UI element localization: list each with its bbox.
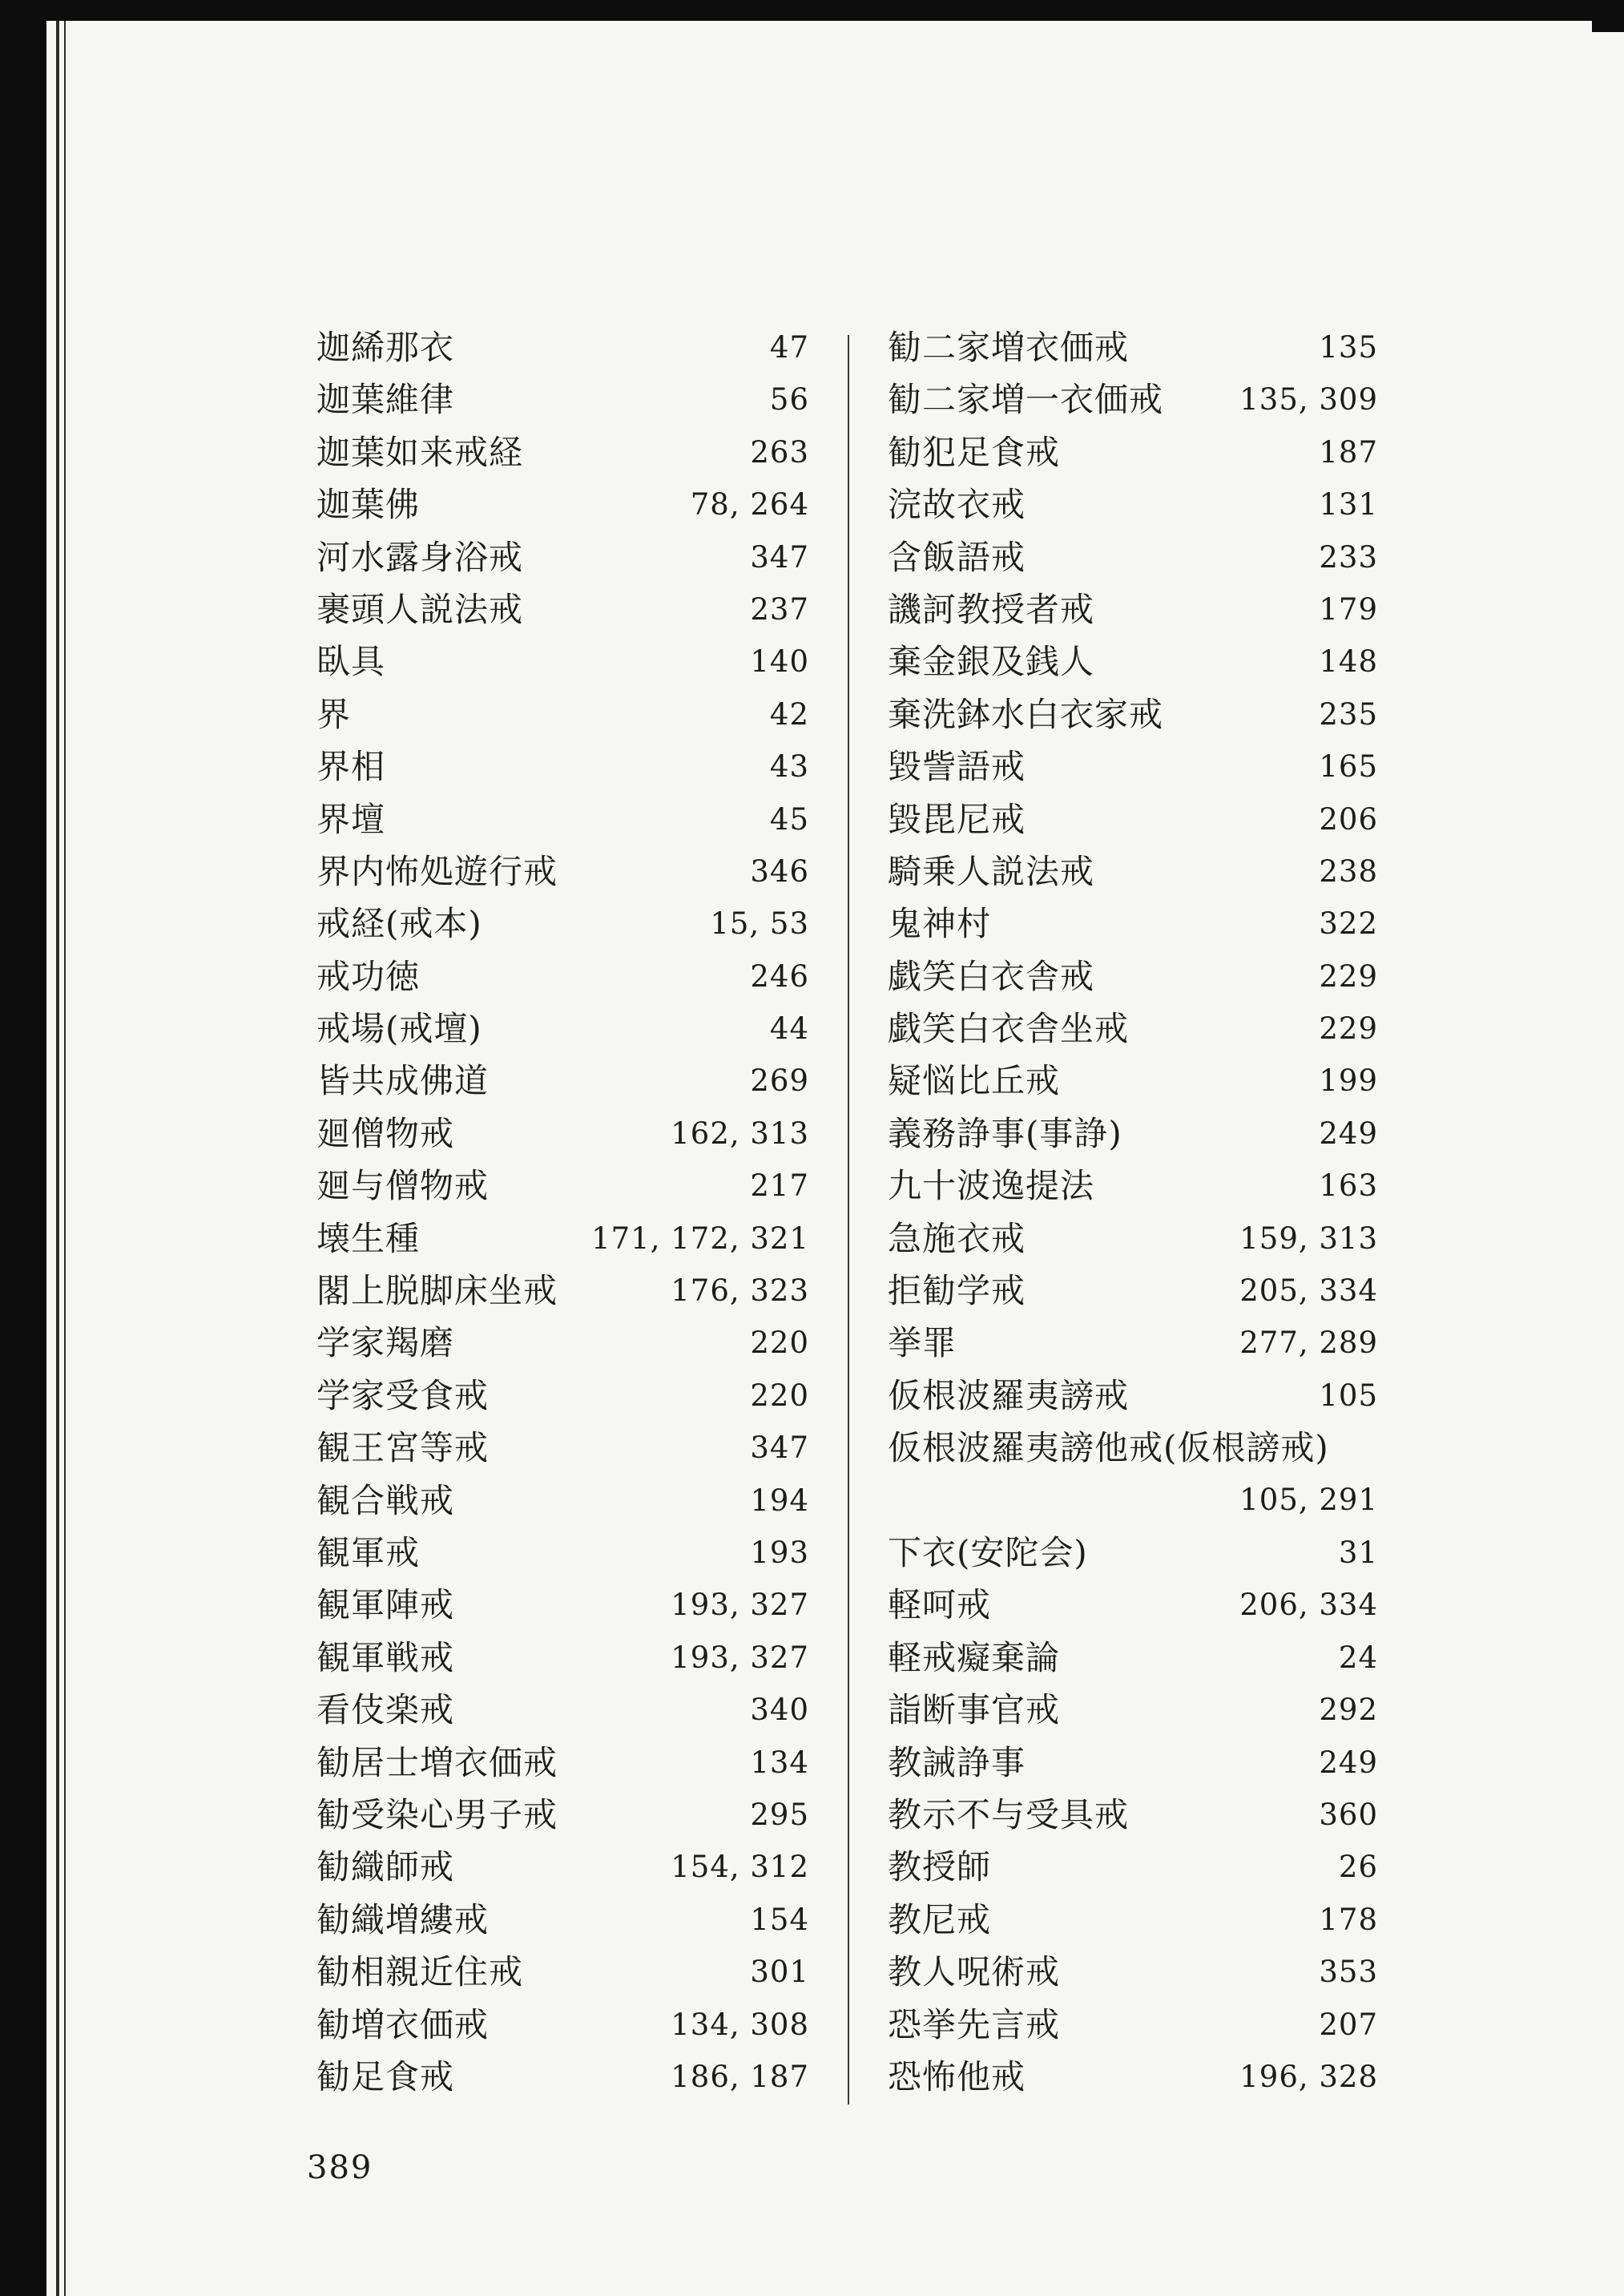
index-entry xyxy=(888,688,1378,740)
index-entry xyxy=(888,1316,1378,1368)
page-references: 135 xyxy=(1319,330,1378,365)
page-references: 148 xyxy=(1319,644,1378,680)
index-term: 観王宮等戒 xyxy=(316,1428,490,1468)
index-term: 戯笑白衣舎坐戒 xyxy=(888,1009,1130,1049)
page-references: 131 xyxy=(1319,487,1378,523)
index-entry xyxy=(888,1369,1378,1421)
page-references: 322 xyxy=(1319,906,1378,942)
index-column-right xyxy=(888,321,1378,2102)
index-term: 戒経(戒本) xyxy=(316,904,482,944)
page-references: 249 xyxy=(1319,1116,1378,1151)
index-entry xyxy=(888,1002,1378,1054)
page-references: 15, 53 xyxy=(710,906,809,942)
index-entry xyxy=(888,897,1378,949)
index-term: 学家受食戒 xyxy=(316,1375,490,1415)
index-entry xyxy=(888,1998,1378,2050)
page-references: 199 xyxy=(1319,1063,1378,1099)
page-references: 220 xyxy=(750,1378,809,1413)
index-term: 挙罪 xyxy=(888,1323,957,1363)
index-entry xyxy=(888,1578,1378,1630)
index-entry xyxy=(888,1736,1378,1788)
index-entry xyxy=(888,1788,1378,1840)
index-entry xyxy=(316,740,809,792)
index-term: 下衣(安陀会) xyxy=(888,1533,1088,1572)
index-entry xyxy=(888,793,1378,845)
page-references: 249 xyxy=(1319,1745,1378,1780)
index-term: 仮根波羅夷謗戒 xyxy=(888,1375,1130,1415)
page-references: 205, 334 xyxy=(1239,1273,1378,1309)
index-entry xyxy=(888,950,1378,1002)
index-term: 観軍戦戒 xyxy=(316,1637,455,1677)
index-entry xyxy=(316,373,809,425)
index-entry xyxy=(888,635,1378,687)
page-references: 206 xyxy=(1319,801,1378,837)
index-entry xyxy=(316,1945,809,1997)
index-term: 看伎楽戒 xyxy=(316,1690,455,1730)
index-entry xyxy=(316,1369,809,1421)
index-entry xyxy=(316,1159,809,1211)
index-term: 棄金銀及銭人 xyxy=(888,642,1095,682)
index-entry xyxy=(888,1212,1378,1264)
page-references: 31 xyxy=(1338,1535,1378,1570)
page-references: 171, 172, 321 xyxy=(591,1221,809,1256)
index-entry xyxy=(888,531,1378,583)
page-references: 134, 308 xyxy=(671,2007,809,2042)
index-entry xyxy=(888,1421,1378,1526)
page-references: 220 xyxy=(750,1326,809,1361)
page-references: 179 xyxy=(1319,591,1378,627)
page-references: 187 xyxy=(1319,434,1378,470)
index-entry xyxy=(316,1054,809,1106)
index-entry xyxy=(316,2050,809,2102)
index-entry xyxy=(888,1683,1378,1735)
page-references: 193, 327 xyxy=(671,1588,809,1623)
page-references: 207 xyxy=(1319,2007,1378,2042)
page-references: 346 xyxy=(750,853,809,889)
page-references: 154 xyxy=(750,1902,809,1937)
index-entry xyxy=(316,635,809,687)
page-references: 140 xyxy=(750,644,809,680)
index-term: 迦葉如来戒経 xyxy=(316,432,524,472)
index-entry xyxy=(888,426,1378,478)
index-entry xyxy=(316,793,809,845)
page-references: 233 xyxy=(1319,539,1378,575)
index-term: 界内怖処遊行戒 xyxy=(316,851,558,891)
index-term: 疑悩比丘戒 xyxy=(888,1061,1061,1101)
index-entry xyxy=(316,1107,809,1159)
page-references: 56 xyxy=(769,382,809,418)
page-references: 193, 327 xyxy=(671,1640,809,1675)
index-term: 勧二家増一衣価戒 xyxy=(888,380,1164,420)
index-entry xyxy=(316,1840,809,1892)
page-references: 347 xyxy=(750,1430,809,1466)
index-term: 壊生種 xyxy=(316,1218,421,1258)
page-references: 340 xyxy=(750,1693,809,1728)
index-term: 教示不与受具戒 xyxy=(888,1794,1130,1834)
index-term: 教授師 xyxy=(888,1847,992,1887)
index-column-left xyxy=(316,321,809,2102)
index-term: 迦葉佛 xyxy=(316,485,421,525)
index-entry xyxy=(316,1264,809,1316)
index-term: 急施衣戒 xyxy=(888,1218,1026,1258)
page-references: 295 xyxy=(750,1797,809,1832)
page-number: 389 xyxy=(307,2149,373,2186)
page-references: 165 xyxy=(1319,749,1378,785)
index-entry xyxy=(316,845,809,897)
index-term: 仮根波羅夷謗他戒(仮根謗戒) xyxy=(888,1428,1329,1468)
index-term: 勧織増縷戒 xyxy=(316,1899,490,1939)
index-entry xyxy=(888,373,1378,425)
index-term: 臥具 xyxy=(316,642,386,682)
index-term: 勧二家増衣価戒 xyxy=(888,328,1130,367)
index-entry xyxy=(316,1212,809,1264)
page-references: 246 xyxy=(750,958,809,994)
page-references: 196, 328 xyxy=(1239,2059,1378,2094)
index-entry xyxy=(316,583,809,635)
index-term: 拒勧学戒 xyxy=(888,1271,1026,1311)
page-references: 206, 334 xyxy=(1239,1588,1378,1623)
index-term: 皆共成佛道 xyxy=(316,1061,490,1101)
index-entry xyxy=(316,1578,809,1630)
page-references: 269 xyxy=(750,1063,809,1099)
index-term: 棄洗鉢水白衣家戒 xyxy=(888,694,1164,734)
index-entry xyxy=(316,1421,809,1473)
page-references: 105 xyxy=(1319,1378,1378,1413)
page-references: 163 xyxy=(1319,1168,1378,1204)
page-references: 277, 289 xyxy=(1239,1326,1378,1361)
index-entry xyxy=(888,845,1378,897)
index-entry xyxy=(316,321,809,373)
index-term: 勧増衣価戒 xyxy=(316,2004,490,2044)
page-references: 162, 313 xyxy=(671,1116,809,1151)
page-references: 176, 323 xyxy=(671,1273,809,1309)
page-references: 301 xyxy=(750,1955,809,1990)
index-entry xyxy=(316,1893,809,1945)
index-term: 廻与僧物戒 xyxy=(316,1166,490,1206)
index-entry xyxy=(888,1526,1378,1578)
index-term: 勧受染心男子戒 xyxy=(316,1794,558,1834)
index-entry xyxy=(316,531,809,583)
index-term: 迦葉維律 xyxy=(316,380,455,420)
index-term: 迦絺那衣 xyxy=(316,328,455,367)
index-term: 勧足食戒 xyxy=(316,2056,455,2096)
index-term: 九十波逸提法 xyxy=(888,1166,1095,1206)
page-references: 194 xyxy=(750,1483,809,1518)
index-term: 学家羯磨 xyxy=(316,1323,455,1363)
index-term: 勧犯足食戒 xyxy=(888,432,1061,472)
index-entry xyxy=(316,426,809,478)
page-references: 45 xyxy=(769,801,809,837)
page-references: 186, 187 xyxy=(671,2059,809,2094)
index-term: 含飯語戒 xyxy=(888,537,1026,577)
page-references: 263 xyxy=(750,434,809,470)
page-references: 360 xyxy=(1319,1797,1378,1832)
index-entry xyxy=(888,2050,1378,2102)
index-term: 教尼戒 xyxy=(888,1899,992,1939)
index-term: 鬼神村 xyxy=(888,904,992,944)
index-term: 恐挙先言戒 xyxy=(888,2004,1061,2044)
page-references: 43 xyxy=(769,749,809,785)
index-term: 教人呪術戒 xyxy=(888,1952,1061,1992)
page-references: 154, 312 xyxy=(671,1850,809,1885)
index-entry xyxy=(316,1683,809,1735)
index-entry xyxy=(888,321,1378,373)
index-term: 観合戦戒 xyxy=(316,1480,455,1520)
page-references: 193 xyxy=(750,1535,809,1570)
index-term: 恐怖他戒 xyxy=(888,2056,1026,2096)
column-divider xyxy=(848,335,849,2104)
index-term: 毀毘尼戒 xyxy=(888,799,1026,839)
index-term: 観軍陣戒 xyxy=(316,1585,455,1625)
index-term: 騎乗人説法戒 xyxy=(888,851,1095,891)
index-term: 勧織師戒 xyxy=(316,1847,455,1887)
index-term: 軽戒癡棄論 xyxy=(888,1637,1061,1677)
page-references: 229 xyxy=(1319,958,1378,994)
page-references: 44 xyxy=(769,1011,809,1047)
index-term: 勧居士増衣価戒 xyxy=(316,1742,558,1782)
index-term: 毀訾語戒 xyxy=(888,747,1026,787)
page-references: 47 xyxy=(769,330,809,365)
index-entry xyxy=(316,1526,809,1578)
index-entry xyxy=(316,1631,809,1683)
index-entry xyxy=(888,1945,1378,1997)
page-references: 238 xyxy=(1319,853,1378,889)
page-references: 237 xyxy=(750,591,809,627)
page-references: 159, 313 xyxy=(1239,1221,1378,1256)
page-references: 292 xyxy=(1319,1693,1378,1728)
index-term: 戯笑白衣舎戒 xyxy=(888,956,1095,996)
page-references: 105, 291 xyxy=(1239,1483,1378,1518)
page-references: 178 xyxy=(1319,1902,1378,1937)
index-term: 裹頭人説法戒 xyxy=(316,589,524,629)
index-entry xyxy=(888,1631,1378,1683)
page-references: 229 xyxy=(1319,1011,1378,1047)
index-term: 閣上脱脚床坐戒 xyxy=(316,1271,558,1311)
index-entry xyxy=(888,478,1378,530)
index-term: 詣断事官戒 xyxy=(888,1690,1061,1730)
index-entry xyxy=(316,1788,809,1840)
index-entry xyxy=(316,950,809,1002)
index-term: 戒場(戒壇) xyxy=(316,1009,482,1049)
index-term: 戒功徳 xyxy=(316,956,421,996)
page-references: 24 xyxy=(1338,1640,1378,1675)
page-references: 217 xyxy=(750,1168,809,1204)
index-entry xyxy=(888,740,1378,792)
index-term: 河水露身浴戒 xyxy=(316,537,524,577)
page-references: 134 xyxy=(750,1745,809,1780)
index-entry xyxy=(316,1002,809,1054)
index-term: 観軍戒 xyxy=(316,1532,421,1572)
index-term: 譏訶教授者戒 xyxy=(888,589,1095,629)
index-entry xyxy=(888,1840,1378,1892)
index-entry xyxy=(316,1736,809,1788)
index-term: 教誡諍事 xyxy=(888,1742,1026,1782)
index-entry xyxy=(888,1107,1378,1159)
page-references: 26 xyxy=(1338,1850,1378,1885)
page-references: 78, 264 xyxy=(690,487,809,523)
index-term: 義務諍事(事諍) xyxy=(888,1113,1122,1153)
index-entry xyxy=(316,1474,809,1526)
index-term: 界相 xyxy=(316,747,386,787)
index-term: 廻僧物戒 xyxy=(316,1113,455,1153)
index-entry xyxy=(888,1159,1378,1211)
page-references: 42 xyxy=(769,696,809,732)
index-term: 界 xyxy=(316,694,352,734)
index-term: 浣故衣戒 xyxy=(888,485,1026,525)
index-entry xyxy=(888,1264,1378,1316)
index-entry xyxy=(888,1893,1378,1945)
index-entry xyxy=(316,478,809,530)
index-entry xyxy=(888,1054,1378,1106)
index-entry xyxy=(316,688,809,740)
index-entry xyxy=(316,897,809,949)
index-term: 勧相親近住戒 xyxy=(316,1952,524,1992)
page-references: 353 xyxy=(1319,1955,1378,1990)
index-term: 軽呵戒 xyxy=(888,1585,992,1625)
index-entry xyxy=(316,1998,809,2050)
index-entry xyxy=(316,1316,809,1368)
index-entry xyxy=(888,583,1378,635)
index-term: 界壇 xyxy=(316,799,386,839)
page-references: 235 xyxy=(1319,696,1378,732)
page-references: 135, 309 xyxy=(1239,382,1378,418)
page-references: 347 xyxy=(750,539,809,575)
